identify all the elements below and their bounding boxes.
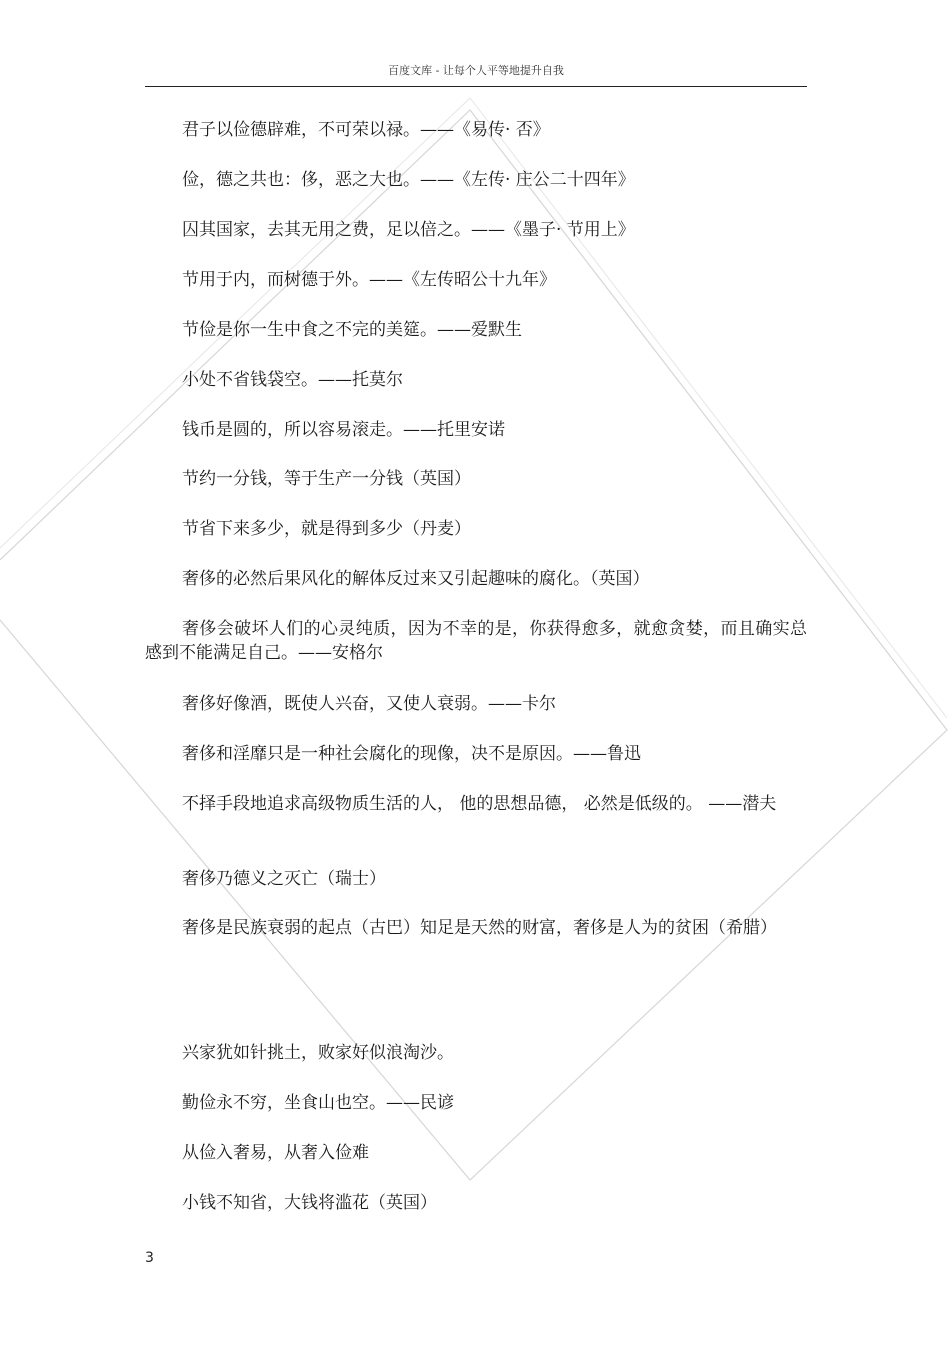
quote-paragraph: 节约一分钱，等于生产一分钱（英国） xyxy=(182,469,471,489)
quote-paragraph: 囚其国家，去其无用之费，足以倍之。——《墨子· 节用上》 xyxy=(182,220,635,240)
quote-paragraph: 君子以俭德辟难，不可荣以禄。——《易传· 否》 xyxy=(182,120,550,140)
quote-paragraph: 钱币是圆的，所以容易滚走。——托里安诺 xyxy=(182,420,505,440)
quote-paragraph: 从俭入奢易，从奢入俭难 xyxy=(182,1143,369,1163)
quote-paragraph: 奢侈乃德义之灭亡（瑞士） xyxy=(182,869,386,889)
quote-paragraph: 小钱不知省，大钱将滥花（英国） xyxy=(182,1193,437,1213)
quote-paragraph: 小处不省钱袋空。——托莫尔 xyxy=(182,370,403,390)
page-header: 百度文库 - 让每个人平等地提升自我 xyxy=(145,62,807,87)
quote-paragraph: 勤俭永不穷，坐食山也空。——民谚 xyxy=(182,1093,454,1113)
quote-paragraph: 奢侈是民族衰弱的起点（古巴）知足是天然的财富，奢侈是人为的贫困（希腊） xyxy=(182,918,777,938)
page-number: 3 xyxy=(145,1250,154,1266)
quote-paragraph: 奢侈好像酒，既使人兴奋，又使人衰弱。——卡尔 xyxy=(182,694,556,714)
quote-paragraph: 俭，德之共也：侈，恶之大也。——《左传· 庄公二十四年》 xyxy=(182,170,635,190)
quote-paragraph: 奢侈和淫靡只是一种社会腐化的现像，决不是原因。——鲁迅 xyxy=(182,744,641,764)
quote-paragraph: 节俭是你一生中食之不完的美筵。——爱默生 xyxy=(182,320,522,340)
quote-paragraph: 奢侈的必然后果风化的解体反过来又引起趣味的腐化。（英国） xyxy=(182,569,650,589)
quote-paragraph: 节省下来多少，就是得到多少（丹麦） xyxy=(182,519,471,539)
quote-paragraph: 奢侈会破坏人们的心灵纯质，因为不幸的是，你获得愈多，就愈贪婪，而且确实总感到不能满足自己。——安格尔 xyxy=(145,619,807,663)
quote-paragraph: 不择手段地追求高级物质生活的人， 他的思想品德， 必然是低级的。 ——潜夫 xyxy=(182,794,777,814)
quote-paragraph: 节用于内，而树德于外。——《左传昭公十九年》 xyxy=(182,270,556,290)
quote-paragraph: 兴家犹如针挑土，败家好似浪淘沙。 xyxy=(182,1043,454,1063)
